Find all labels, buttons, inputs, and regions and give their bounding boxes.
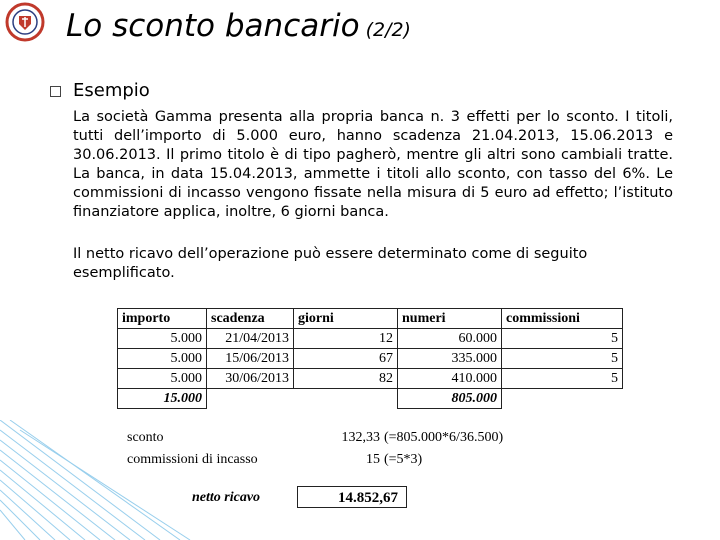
cell: 5 [502, 349, 623, 369]
cell: 5.000 [118, 349, 207, 369]
cell: 21/04/2013 [207, 329, 294, 349]
commissioni-label: commissioni di incasso [127, 452, 258, 467]
discount-table [117, 308, 623, 409]
table-row [118, 349, 623, 369]
university-seal-icon [2, 2, 48, 42]
commissioni-formula: (=5*3) [384, 452, 423, 467]
header-commissioni: commissioni [502, 309, 623, 329]
netto-ricavo-label: netto ricavo [192, 490, 261, 505]
cell: 5 [502, 329, 623, 349]
cell: 12 [294, 329, 398, 349]
blank-cell [294, 389, 398, 409]
header-giorni: giorni [294, 309, 398, 329]
table-header-row [118, 309, 623, 329]
bullet-square-icon [50, 86, 61, 97]
sconto-value: 132,33 [341, 430, 380, 445]
example-paragraph-2: Il netto ricavo dell’operazione può essere determinato come di seguito esemplificato. [73, 246, 588, 281]
total-importo: 15.000 [118, 389, 207, 409]
header-importo: importo [118, 309, 207, 329]
bullet-label: Esempio [73, 80, 150, 101]
example-paragraph: La società Gamma presenta alla propria banca n. 3 effetti per lo sconto. I titoli, tutti dell’importo di 5.000 euro, hanno scadenza 21.04.2013, 15.06.2013 e 30.06.2013. Il primo titolo è di tipo pagherò, mentre gli altri sono cambiali tratte. La banca, in data 15.04.2013, ammette i titoli allo sconto, con tasso del 6%. Le commissioni di incasso vengono fissate nella misura di 5 euro ad effetto; l’istituto finanziatore applica, inoltre, 6 giorni banca. [73, 109, 673, 220]
blank-cell [502, 389, 623, 409]
decorative-corner-lines [0, 420, 200, 540]
cell: 30/06/2013 [207, 369, 294, 389]
cell: 67 [294, 349, 398, 369]
cell: 60.000 [398, 329, 502, 349]
slide-title-main: Lo sconto bancario [66, 8, 360, 44]
cell: 5 [502, 369, 623, 389]
commissioni-value: 15 [366, 452, 380, 467]
cell: 5.000 [118, 369, 207, 389]
blank-cell [207, 389, 294, 409]
sconto-label: sconto [127, 430, 164, 445]
slide-title-suffix: (2/2) [365, 19, 411, 41]
netto-ricavo-value: 14.852,67 [297, 486, 407, 508]
slide-title [66, 8, 411, 44]
cell: 82 [294, 369, 398, 389]
cell: 5.000 [118, 329, 207, 349]
cell: 15/06/2013 [207, 349, 294, 369]
total-numeri: 805.000 [398, 389, 502, 409]
cell: 410.000 [398, 369, 502, 389]
table-row [118, 329, 623, 349]
header-scadenza: scadenza [207, 309, 294, 329]
table-row [118, 369, 623, 389]
sconto-formula: (=805.000*6/36.500) [384, 430, 504, 445]
table-total-row [118, 389, 623, 409]
header-numeri: numeri [398, 309, 502, 329]
cell: 335.000 [398, 349, 502, 369]
